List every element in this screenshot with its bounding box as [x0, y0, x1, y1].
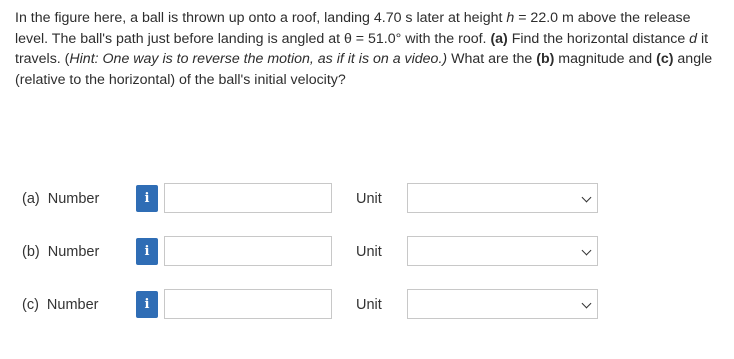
chevron-down-icon	[582, 193, 592, 203]
answer-part-c: (c)	[22, 297, 39, 313]
problem-text-1: In the figure here, a ball is thrown up onto a roof, landing 4.70 s later at height	[15, 10, 507, 26]
number-input-a[interactable]	[164, 183, 332, 213]
problem-text-4: it travels. (	[15, 30, 709, 67]
hint-label: Hint:	[69, 51, 99, 67]
info-icon[interactable]: i	[136, 185, 158, 212]
chevron-down-icon	[582, 299, 592, 309]
answer-label-a	[22, 191, 99, 207]
answer-label-b	[22, 244, 99, 260]
unit-select-b[interactable]	[407, 236, 598, 266]
part-a-tag: (a)	[490, 30, 508, 47]
number-input-c[interactable]	[164, 289, 332, 319]
part-c-tag: (c)	[656, 51, 674, 67]
problem-text-5: What are the	[447, 51, 537, 67]
problem-text-7: angle (relative to the horizontal) of the ball's initial velocity?	[15, 51, 713, 88]
unit-select-a[interactable]	[407, 183, 598, 213]
answer-row-b	[0, 236, 734, 270]
var-d: d	[689, 30, 698, 47]
answer-label-c	[22, 297, 99, 313]
answer-row-a	[0, 183, 734, 217]
answer-part-b: (b)	[22, 244, 40, 260]
problem-text-6: magnitude and	[554, 51, 657, 67]
hint-text: One way is to reverse the motion, as if it is on a video.)	[98, 51, 448, 67]
answer-number-label-c: Number	[46, 297, 99, 313]
chevron-down-icon	[582, 246, 592, 256]
unit-label-b: Unit	[356, 244, 382, 260]
unit-select-c[interactable]	[407, 289, 598, 319]
var-h: h	[506, 10, 515, 26]
unit-label-a: Unit	[356, 191, 382, 207]
problem-text-2: = 22.0 m above the release level. The ball's path just before landing is angled at θ = 51.0° with the roof.	[15, 10, 691, 47]
problem-statement	[15, 8, 720, 90]
answer-row-c	[0, 289, 734, 323]
answer-number-label-a: Number	[47, 191, 100, 207]
number-input-b[interactable]	[164, 236, 332, 266]
info-icon[interactable]: i	[136, 291, 158, 318]
answer-number-label-b: Number	[47, 244, 100, 260]
info-icon[interactable]: i	[136, 238, 158, 265]
answer-part-a: (a)	[22, 191, 40, 207]
unit-label-c: Unit	[356, 297, 382, 313]
part-b-tag: (b)	[536, 51, 555, 67]
problem-text-3: Find the horizontal distance	[507, 30, 690, 47]
